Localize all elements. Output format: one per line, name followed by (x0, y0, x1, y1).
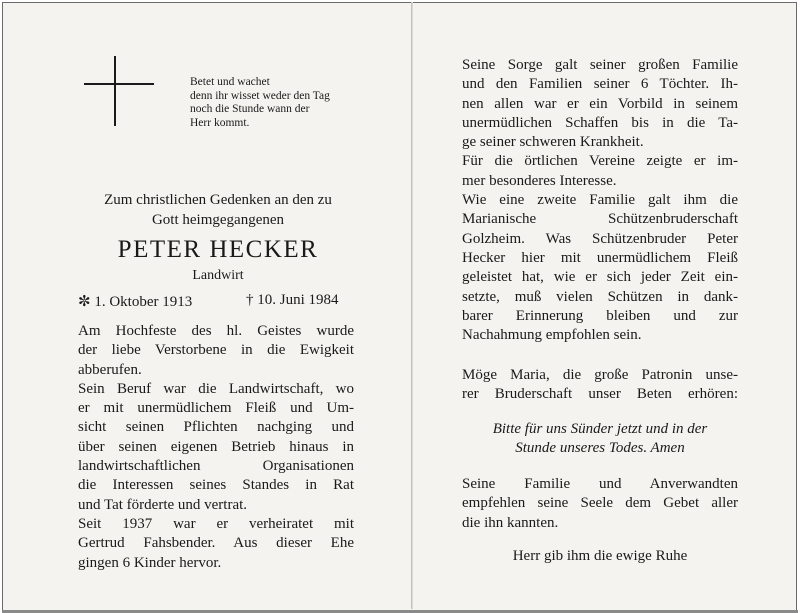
biography-right (462, 56, 738, 345)
text-line: die ihn kannten. (462, 514, 559, 531)
memorial-intro (72, 190, 364, 230)
biography-left (78, 322, 354, 573)
verse-line: Herr kommt. (190, 116, 250, 129)
death-date: † 10. Juni 1984 (246, 292, 339, 308)
verse-line: Betet und wachet (190, 76, 270, 88)
text-line: geleistet hat, wie er sich jeder Zeit ein- (462, 269, 738, 286)
family-text (462, 475, 738, 533)
text-line: er mit unermüdlichem Fleiß und Um- (78, 400, 354, 417)
prayer-line: Stunde unseres Todes. Amen (515, 440, 685, 457)
text-line: Seine Sorge galt seiner großen Familie (462, 57, 738, 73)
text-line: abberufen. (78, 361, 142, 378)
profession: Landwirt (192, 268, 244, 283)
text-line: Wie eine zweite Familie galt ihm die (462, 192, 738, 209)
text-line: über seinen eigenen Betrieb hinaus in (78, 438, 354, 455)
text-line: landwirtschaftlichen Organisationen (78, 458, 354, 475)
prayer-line: Bitte für uns Sünder jetzt und in der (492, 421, 708, 437)
closing-blessing: Herr gib ihm die ewige Ruhe (512, 548, 688, 564)
text-line: Seine Familie und Anverwandten (462, 476, 738, 492)
birth-date: ✼ 1. Oktober 1913 (78, 294, 193, 310)
text-line: und Tat förderte und vertrat. (78, 496, 248, 513)
prayer (462, 420, 738, 459)
text-line: Marianische Schützenbruderschaft (462, 211, 738, 228)
text-line: Möge Maria, die große Patronin unse- (462, 367, 738, 383)
text-line: Hecker hier mit unermüdlichem Fleiß (462, 249, 738, 266)
verse-line: denn ihr wisset weder den Tag (190, 89, 330, 102)
text-line: Für die örtlichen Vereine zeigte er im- (462, 153, 738, 170)
text-line: barer Erinnerung bleiben und zur (462, 307, 738, 324)
text-line: unermüdlichen Schaffen bis in die Ta- (462, 114, 738, 131)
text-line: der liebe Verstorbene in die Ewigkeit (78, 342, 354, 359)
text-line: nen allen war er ein Vorbild in seinem (462, 95, 738, 112)
cross-icon (84, 56, 154, 126)
text-line: gingen 6 Kinder hervor. (78, 554, 222, 571)
text-line: rer Bruderschaft unser Beten erhören: (462, 386, 738, 403)
text-line: die Interessen seines Standes in Rat (78, 477, 354, 494)
deceased-name: PETER HECKER (117, 236, 319, 263)
text-line: Sein Beruf war die Landwirtschaft, wo (78, 380, 354, 397)
bible-verse (190, 76, 350, 130)
text-line: Nachahmung empfohlen sein. (462, 327, 642, 344)
card-fold-line (411, 2, 413, 609)
text-line: Gertrud Fahsbender. Aus dieser Ehe (78, 535, 354, 552)
intro-line: Zum christlichen Gedenken an den zu (104, 192, 332, 208)
text-line: und den Familien seiner 6 Töchter. Ih- (462, 76, 738, 93)
intro-line: Gott heimgegangenen (151, 212, 285, 228)
maria-invocation (462, 366, 738, 405)
text-line: empfehlen seine Seele dem Gebet aller (462, 495, 738, 512)
text-line: sicht seinen Pflichten nachging und (78, 419, 354, 436)
text-line: Am Hochfeste des hl. Geistes wurde (78, 323, 354, 339)
text-line: Seit 1937 war er verheiratet mit (78, 515, 354, 532)
text-line: Golzheim. Was Schützenbruder Peter (462, 230, 738, 247)
text-line: setzte, muß vielen Schützen in dank- (462, 288, 738, 305)
verse-line: noch die Stunde wann der (190, 103, 310, 115)
text-line: ge seiner schweren Krankheit. (462, 134, 644, 151)
text-line: mer besonderes Interesse. (462, 172, 617, 189)
